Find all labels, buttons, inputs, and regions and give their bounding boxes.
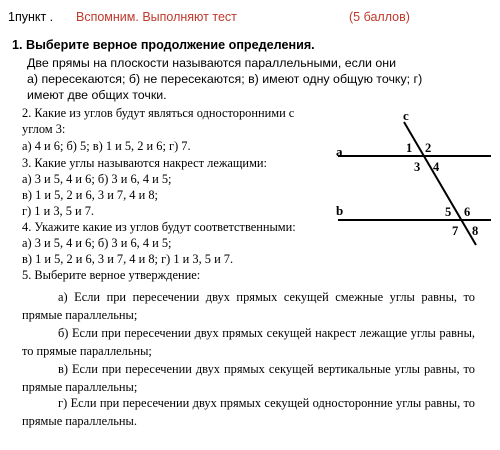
question-1-options-cont: имеют две общих точки. (27, 88, 167, 102)
angle-5: 5 (445, 205, 452, 219)
question-2-options: а) 4 и 6; б) 5; в) 1 и 5, 2 и 6; г) 7. (22, 139, 191, 153)
question-1-options: а) пересекаются; б) не пересекаются; в) имеют одну общую точку; г) (27, 72, 423, 86)
question-4-option-ab: а) 3 и 5, 4 и 6; б) 3 и 6, 4 и 5; (22, 236, 172, 250)
question-1-title: 1. Выберите верное продолжение определения. (12, 38, 315, 52)
transversal-c (404, 122, 479, 245)
points-label: (5 баллов) (349, 10, 410, 24)
test-title: Вспомним. Выполняют тест (76, 10, 237, 24)
question-5-option-c: в) Если при пересечении двух прямых секущей вертикальные углы равны, то прямые параллельны; (22, 362, 475, 394)
question-3-option-ab: а) 3 и 5, 4 и 6; б) 3 и 6, 4 и 5; (22, 172, 172, 186)
question-4-title: 4. Укажите какие из углов будут соответственными: (22, 220, 296, 234)
question-3-option-d: г) 1 и 3, 5 и 7. (22, 204, 95, 218)
angle-7: 7 (452, 224, 459, 238)
question-5-title: 5. Выберите верное утверждение: (22, 268, 201, 282)
question-5-option-a: а) Если при пересечении двух прямых секущей смежные углы равны, то прямые параллельны; (22, 290, 475, 322)
question-2-line-1: 2. Какие из углов будут являться односторонними с (22, 106, 295, 120)
label-c: c (403, 108, 409, 123)
part-label: 1пункт . (8, 10, 54, 24)
question-5-option-b: б) Если при пересечении двух прямых секущей накрест лежащие углы равны, то прямые параллельны; (22, 326, 475, 358)
label-a: a (336, 144, 343, 159)
angle-4: 4 (433, 160, 440, 174)
question-3-title: 3. Какие углы называются накрест лежащими: (22, 156, 267, 170)
question-1-stem: Две прямы на плоскости называются параллельными, если они (27, 56, 397, 70)
question-2-line-2: углом 3: (22, 122, 66, 136)
label-b: b (336, 203, 344, 218)
angle-2: 2 (425, 141, 432, 155)
question-3-option-c: в) 1 и 5, 2 и 6, 3 и 7, 4 и 8; (22, 188, 158, 202)
angle-8: 8 (472, 224, 479, 238)
angle-3: 3 (414, 160, 421, 174)
question-4-option-cd: в) 1 и 5, 2 и 6, 3 и 7, 4 и 8; г) 1 и 3, 5 и 7. (22, 252, 234, 266)
angle-6: 6 (464, 205, 471, 219)
question-5-option-d: г) Если при пересечении двух прямых секущей односторонние углы равны, то прямые параллельны. (22, 396, 475, 428)
angle-1: 1 (406, 141, 413, 155)
